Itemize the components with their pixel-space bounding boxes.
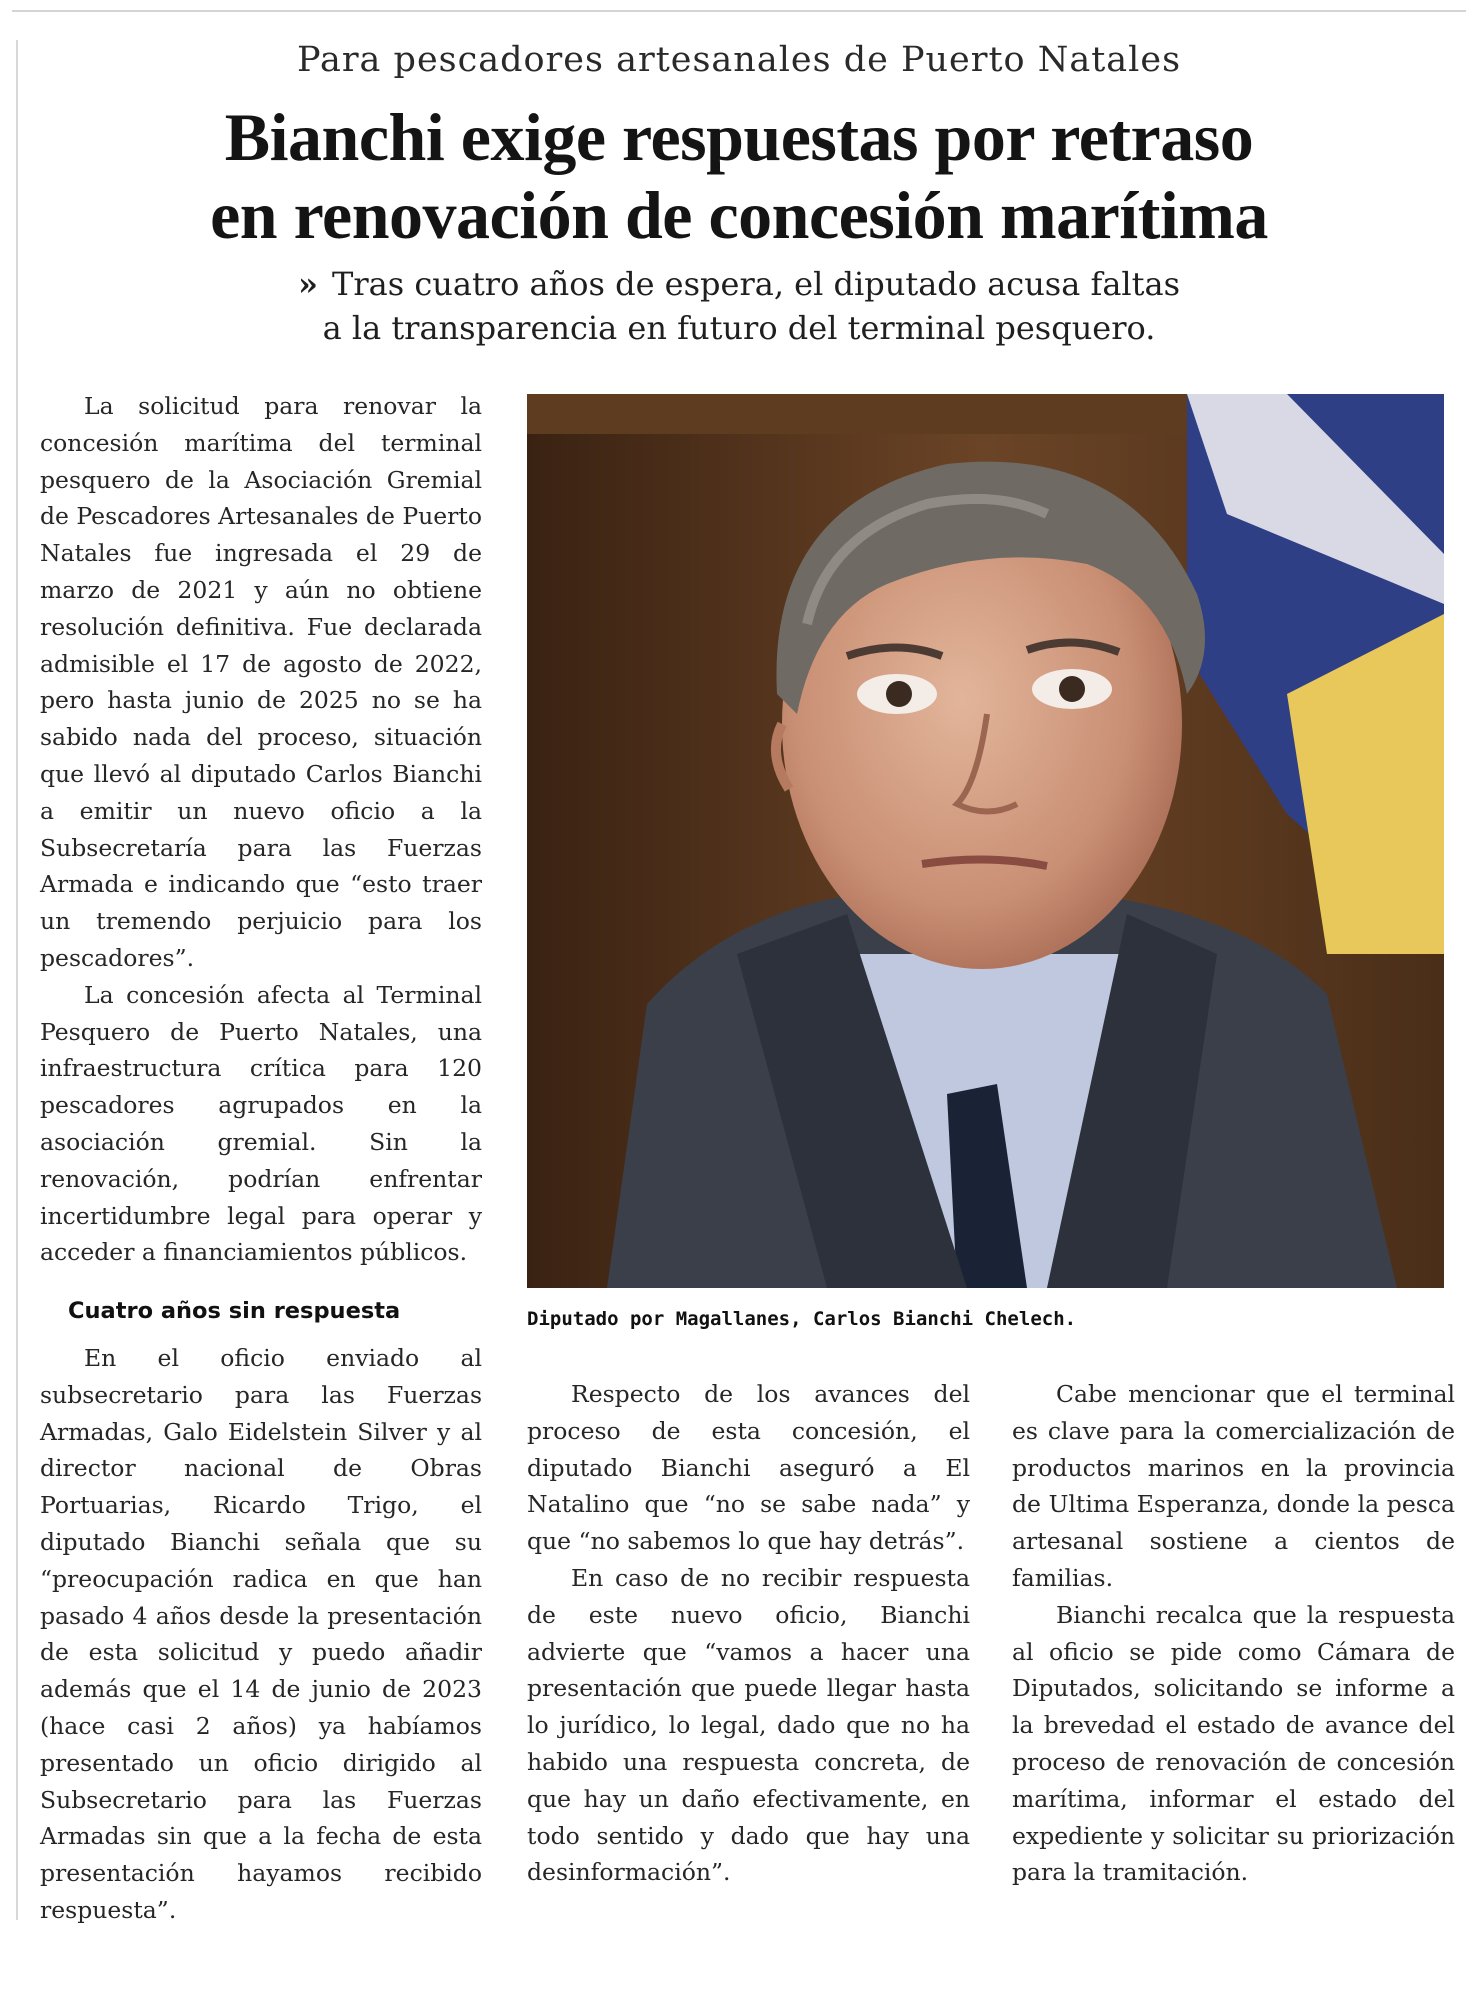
lead-line-2: a la transparencia en futuro del terminal pesquero. <box>322 309 1156 347</box>
headline-line-1: Bianchi exige respuestas por retraso <box>224 99 1254 175</box>
paragraph-7: Bianchi recalca que la respuesta al oficio se pide como Cámara de Diputados, solicitando se informe a la brevedad el estado de avance del proceso de renovación de concesión marítima, informar el estado del expediente y solicitar su priorización para la tramitación. <box>1012 1600 1455 1887</box>
photo <box>527 394 1444 1288</box>
column-1-top <box>40 388 482 1271</box>
paragraph-5: En caso de no recibir respuesta de este nuevo oficio, Bianchi advierte que “vamos a hacer una presentación que puede llegar hasta lo jurídico, lo legal, dado que no ha habido una respuesta concreta, de que hay un daño efectivamente, en todo sentido y dado que hay una desinformación”. <box>527 1563 970 1887</box>
column-2 <box>527 1376 970 1891</box>
subheading: Cuatro años sin respuesta <box>68 1298 401 1324</box>
double-chevron-right-icon: » <box>298 265 319 303</box>
paragraph-4: Respecto de los avances del proceso de esta concesión, el diputado Bianchi aseguró a El Natalino que “no se sabe nada” y que “no sabemos lo que hay detrás”. <box>527 1380 970 1556</box>
headline <box>0 98 1478 254</box>
photo-caption: Diputado por Magallanes, Carlos Bianchi Chelech. <box>527 1308 1077 1330</box>
paragraph-3: En el oficio enviado al subsecretario para las Fuerzas Armadas, Galo Eidelstein Silver y al director nacional de Obras Portuarias, Ricardo Trigo, el diputado Bianchi señala que su “preocupación radica en que han pasado 4 años desde la presentación de esta solicitud y puedo añadir además que el 14 de junio de 2023 (hace casi 2 años) ya habíamos presentado un oficio dirigido al Subsecretario para las Fuerzas Armadas sin que a la fecha de esta presentación hayamos recibido respuesta”. <box>40 1344 482 1924</box>
portrait-illustration <box>527 394 1444 1288</box>
top-rule <box>12 10 1466 12</box>
lead <box>0 262 1478 350</box>
column-3 <box>1012 1376 1455 1891</box>
lead-line-1 <box>0 262 1478 306</box>
column-1-bottom <box>40 1340 482 1929</box>
paragraph-6: Cabe mencionar que el terminal es clave para la comercialización de productos marinos en la provincia de Ultima Esperanza, donde la pesca artesanal sostiene a cientos de familias. <box>1012 1380 1455 1592</box>
paragraph-1: La solicitud para renovar la concesión marítima del terminal pesquero de la Asociación Gremial de Pescadores Artesanales de Puerto Natales fue ingresada el 29 de marzo de 2021 y aún no obtiene resolución definitiva. Fue declarada admisible el 17 de agosto de 2022, pero hasta junio de 2025 no se ha sabido nada del proceso, situación que llevó al diputado Carlos Bianchi a emitir un nuevo oficio a la Subsecretaría para las Fuerzas Armada e indicando que “esto traer un tremendo perjuicio para los pescadores”. <box>40 392 483 972</box>
lead-text-1: Tras cuatro años de espera, el diputado acusa faltas <box>332 265 1180 303</box>
headline-line-2: en renovación de concesión marítima <box>210 177 1268 253</box>
paragraph-2: La concesión afecta al Terminal Pesquero de Puerto Natales, una infraestructura crítica para 120 pescadores agrupados en la asociación gremial. Sin la renovación, podrían enfrentar incertidumbre legal para operar y acceder a financiamientos públicos. <box>40 980 482 1267</box>
kicker: Para pescadores artesanales de Puerto Natales <box>296 40 1182 80</box>
